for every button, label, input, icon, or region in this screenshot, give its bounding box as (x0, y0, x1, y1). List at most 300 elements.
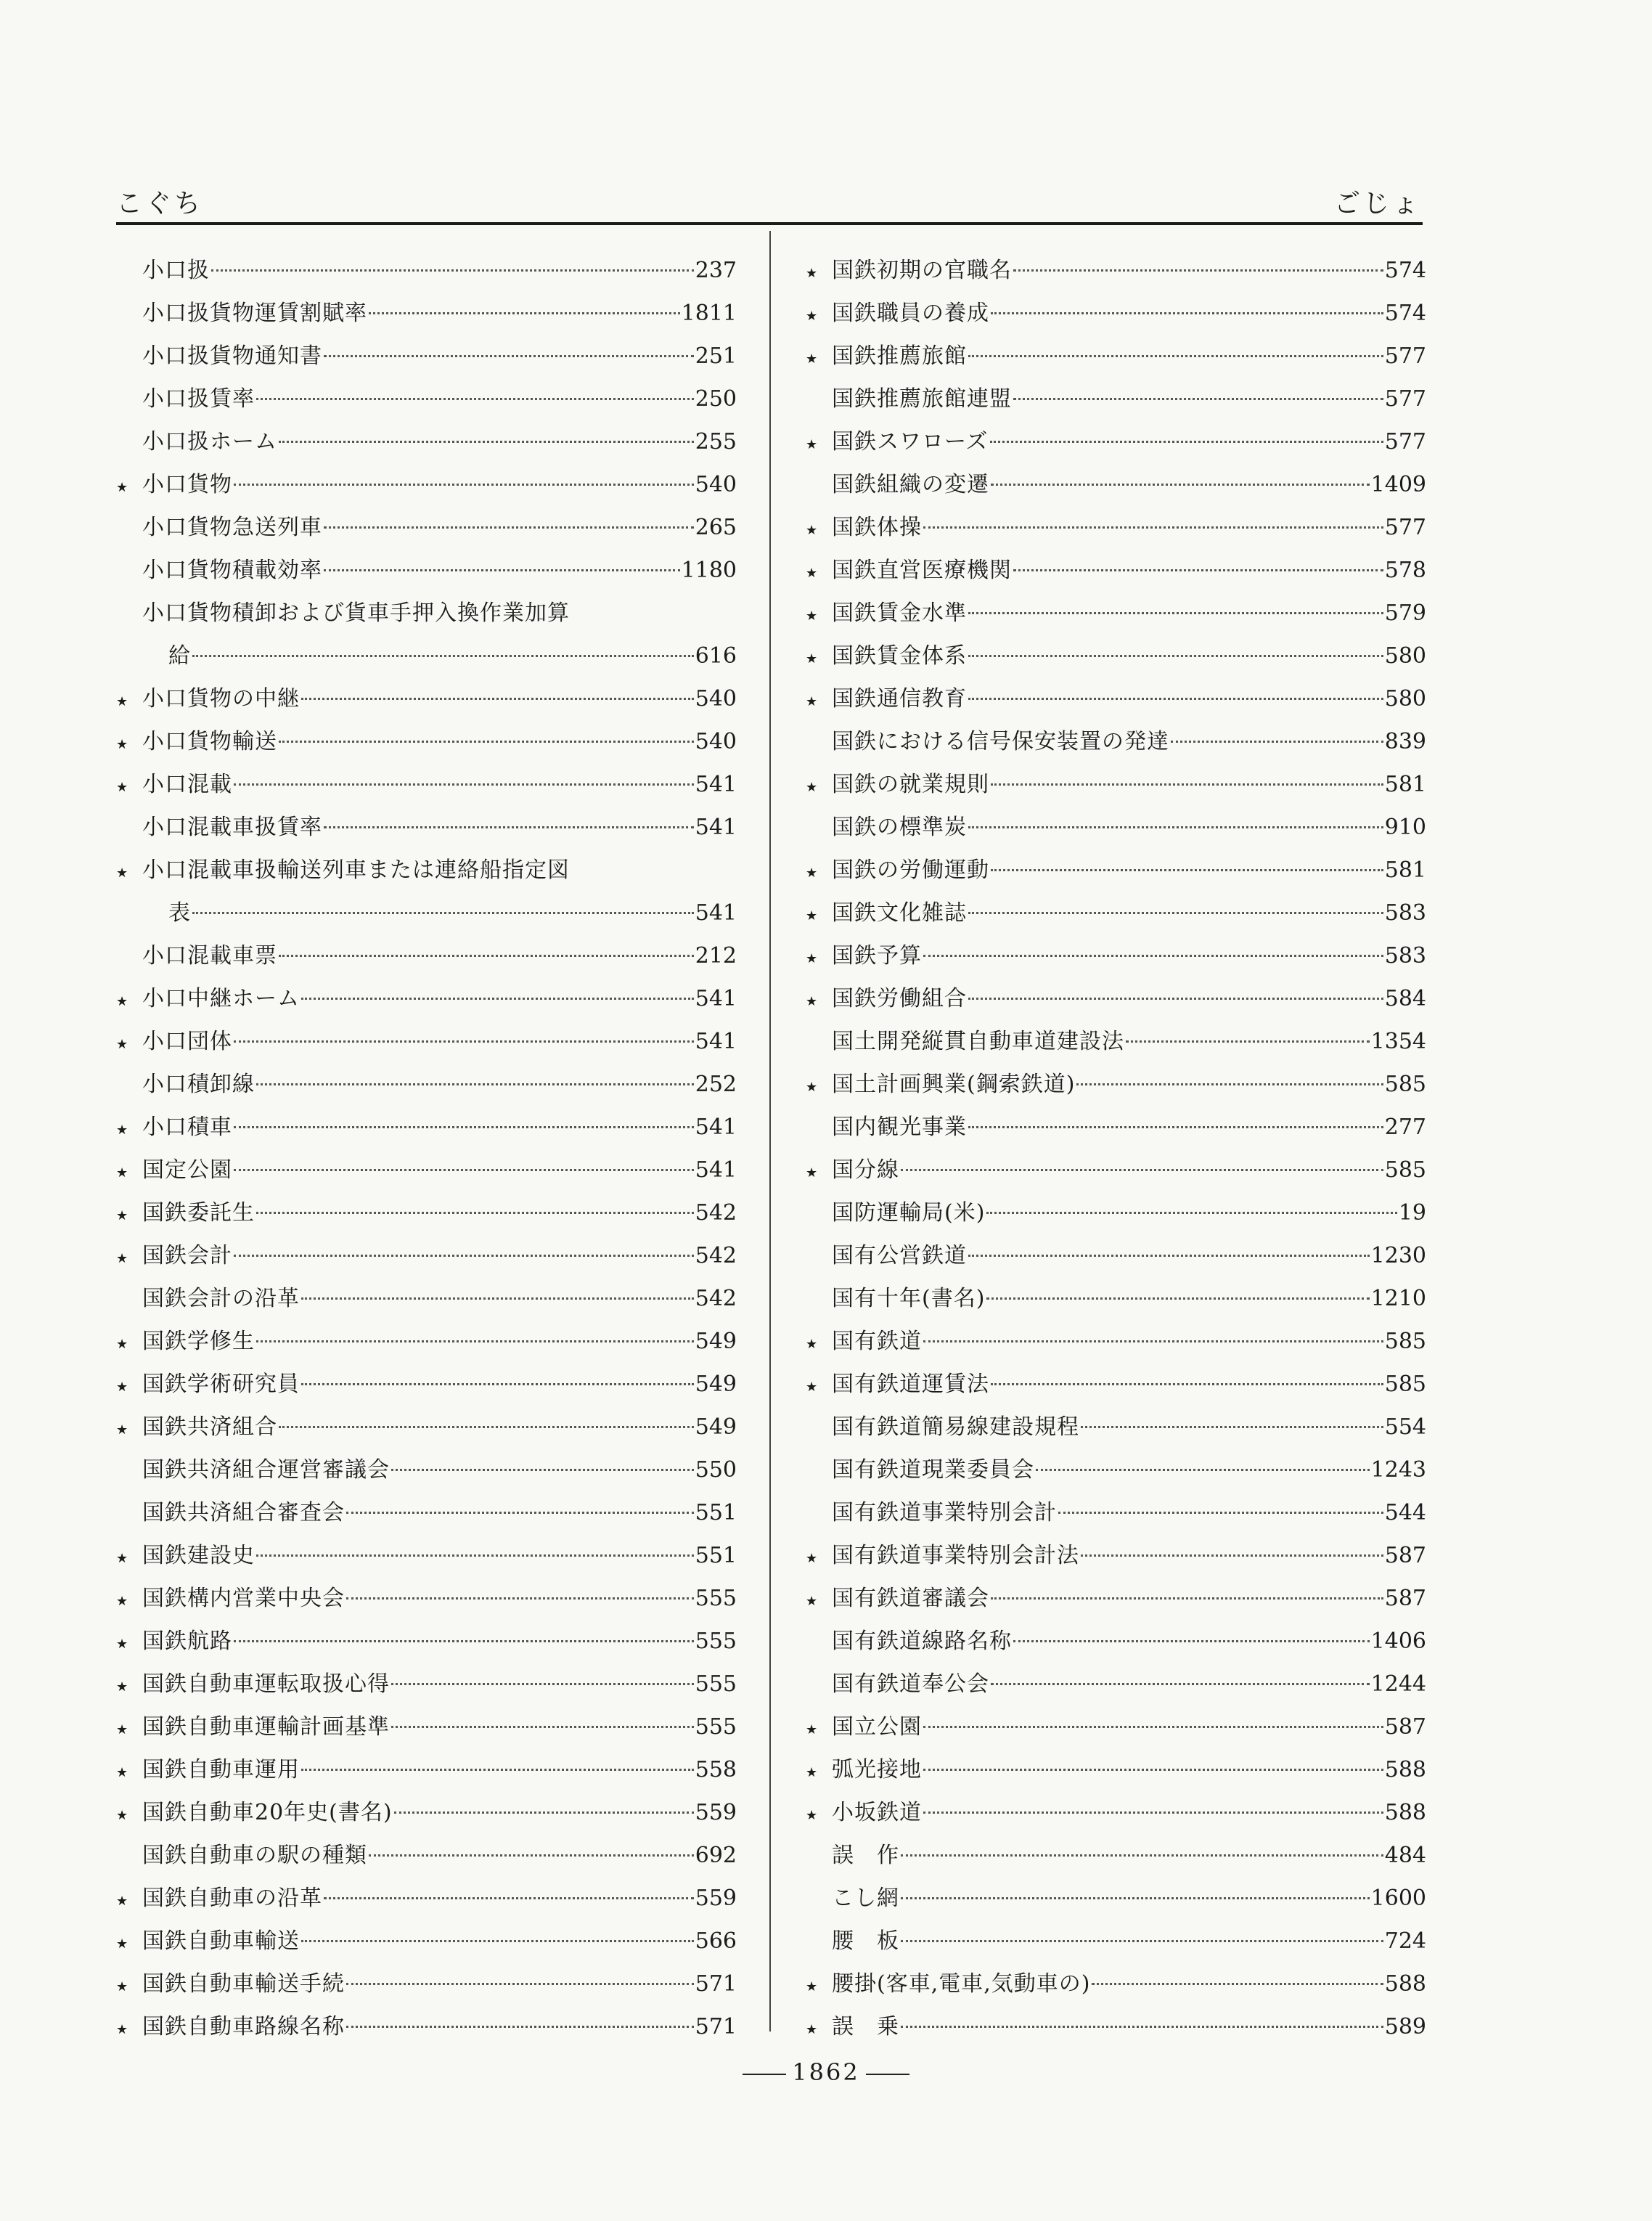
index-term: 国鉄の就業規則 (832, 772, 989, 797)
star-marker: ★ (116, 1722, 128, 1737)
page-reference: 577 (1384, 429, 1426, 455)
index-entry (806, 1020, 1426, 1063)
page-reference: 265 (695, 515, 737, 540)
page-reference: 544 (1384, 1500, 1426, 1525)
dot-leader (301, 1769, 694, 1771)
star-marker: ★ (806, 694, 818, 709)
index-term: 小口扱賃率 (142, 386, 255, 412)
star-marker: ★ (806, 951, 818, 966)
index-term: 国有鉄道審議会 (832, 1586, 989, 1611)
page-reference: 584 (1384, 986, 1426, 1011)
index-entry (806, 292, 1426, 335)
page-reference: 559 (695, 1800, 737, 1825)
dot-leader (968, 698, 1383, 700)
index-term: 小口混載車票 (142, 943, 277, 969)
dot-leader (923, 955, 1383, 957)
index-term: 国土計画興業(鋼索鉄道) (832, 1072, 1076, 1097)
dot-leader (991, 1597, 1383, 1599)
star-marker: ★ (806, 523, 818, 538)
dot-leader (234, 1255, 694, 1257)
dot-leader (923, 1340, 1383, 1342)
running-head-left: こぐち (116, 189, 204, 219)
page-reference: 554 (1384, 1414, 1426, 1440)
dot-leader (324, 355, 694, 357)
index-entry (806, 1363, 1426, 1406)
star-marker: ★ (806, 351, 818, 367)
index-entry (116, 1020, 737, 1063)
page-reference: 692 (695, 1843, 737, 1868)
index-term: 国鉄労働組合 (832, 986, 967, 1011)
index-term: 国有公営鉄道 (832, 1243, 967, 1268)
index-term: 国有鉄道事業特別会計 (832, 1500, 1057, 1525)
page-reference: 541 (695, 815, 737, 840)
dot-leader (986, 1212, 1397, 1214)
index-term: 小口扱 (142, 258, 210, 283)
index-term: 小口貨物輸送 (142, 729, 277, 754)
page-reference: 585 (1384, 1329, 1426, 1354)
page-reference: 551 (695, 1500, 737, 1525)
star-marker: ★ (806, 865, 818, 881)
star-marker: ★ (116, 1594, 128, 1609)
index-entry (806, 1406, 1426, 1448)
page-reference: 541 (695, 1114, 737, 1140)
dot-leader (279, 955, 694, 957)
page-reference: 484 (1384, 1843, 1426, 1868)
index-term: 国鉄体操 (832, 515, 922, 540)
dot-leader (279, 741, 694, 743)
page-reference: 1600 (1370, 1886, 1426, 1911)
page-reference: 541 (695, 772, 737, 797)
index-term: 小口貨物急送列車 (142, 515, 322, 540)
index-term: 国鉄直営医療機関 (832, 558, 1012, 583)
star-marker: ★ (806, 437, 818, 452)
page-reference: 577 (1384, 386, 1426, 412)
index-term: 小口中継ホーム (142, 986, 300, 1011)
dot-leader (1058, 1512, 1383, 1514)
page-reference: 555 (695, 1586, 737, 1611)
star-marker: ★ (116, 480, 128, 495)
index-term: 国内観光事業 (832, 1114, 967, 1140)
index-entry (806, 1063, 1426, 1106)
page-reference: 559 (695, 1886, 737, 1911)
page-reference: 588 (1384, 1971, 1426, 1997)
index-term: 国鉄会計 (142, 1243, 232, 1268)
footer-dash-left (743, 2074, 786, 2075)
page-reference: 1210 (1370, 1286, 1426, 1311)
dot-leader (192, 655, 694, 657)
dot-leader (1126, 1040, 1370, 1043)
dot-leader (1036, 1469, 1370, 1471)
page-reference: 583 (1384, 900, 1426, 926)
index-entry (116, 335, 737, 378)
star-marker: ★ (806, 608, 818, 624)
star-marker: ★ (806, 908, 818, 924)
running-head-right: ごじょ (1333, 189, 1421, 219)
page-reference: 237 (695, 258, 737, 283)
index-term: 国土開発縦貫自動車道建設法 (832, 1029, 1124, 1054)
index-term: 国鉄自動車運輸計画基準 (142, 1714, 390, 1740)
page-reference: 577 (1384, 343, 1426, 369)
index-term: 国有鉄道運賃法 (832, 1372, 989, 1397)
star-marker: ★ (806, 1337, 818, 1352)
page-reference: 571 (695, 1971, 737, 1997)
page-reference: 549 (695, 1329, 737, 1354)
index-term: 小口貨物 (142, 472, 232, 497)
dot-leader (301, 1297, 694, 1300)
index-entry (116, 2005, 737, 2048)
page-reference: 540 (695, 472, 737, 497)
dot-leader (991, 1383, 1383, 1385)
dot-leader (256, 1083, 694, 1085)
star-marker: ★ (806, 1551, 818, 1566)
page-reference: 1409 (1370, 472, 1426, 497)
index-term: 国鉄会計の沿革 (142, 1286, 300, 1311)
page-reference: 251 (695, 343, 737, 369)
index-entry (116, 1149, 737, 1191)
index-entry (116, 463, 737, 506)
star-marker: ★ (806, 1722, 818, 1737)
dot-leader (1092, 1983, 1383, 1985)
index-entry (116, 849, 737, 892)
index-term: 小口混載車扱輸送列車または連絡船指定図 (142, 857, 570, 883)
star-marker: ★ (806, 309, 818, 324)
page-footer (0, 2058, 1652, 2086)
index-term: 国鉄自動車輸送 (142, 1928, 300, 1954)
index-entry (806, 420, 1426, 463)
index-entry (116, 1406, 737, 1448)
page-reference: 549 (695, 1372, 737, 1397)
index-entry (116, 892, 737, 934)
dot-leader (968, 912, 1383, 914)
page-reference: 574 (1384, 301, 1426, 326)
page-reference: 616 (695, 643, 737, 669)
index-entry (116, 592, 737, 635)
index-entry (806, 1748, 1426, 1791)
footer-dash-right (866, 2074, 909, 2075)
page-reference: 578 (1384, 558, 1426, 583)
index-entry (806, 249, 1426, 292)
index-entry (806, 1620, 1426, 1663)
dot-leader (301, 698, 694, 700)
page-reference: 574 (1384, 258, 1426, 283)
index-term: 小口混載車扱賃率 (142, 815, 322, 840)
index-term: 国有鉄道簡易線建設規程 (832, 1414, 1079, 1440)
star-marker: ★ (116, 865, 128, 881)
dot-leader (1081, 1554, 1383, 1557)
index-entry (116, 1234, 737, 1277)
index-term: 小口積卸線 (142, 1072, 255, 1097)
dot-leader (394, 1812, 694, 1814)
page-reference: 549 (695, 1414, 737, 1440)
star-marker: ★ (116, 737, 128, 752)
page-reference: 212 (695, 943, 737, 969)
index-term: 国鉄における信号保安装置の発達 (832, 729, 1169, 754)
index-term: 国鉄初期の官職名 (832, 258, 1012, 283)
index-entry (806, 549, 1426, 592)
dot-leader (923, 526, 1383, 529)
index-entry (116, 635, 737, 677)
index-entry (116, 249, 737, 292)
page-reference: 541 (695, 986, 737, 1011)
star-marker: ★ (806, 1380, 818, 1395)
index-term: 小口貨物の中継 (142, 686, 300, 712)
dot-leader (901, 1854, 1383, 1857)
star-marker: ★ (116, 1808, 128, 1823)
index-term: 国鉄自動車の駅の種類 (142, 1843, 367, 1868)
dot-leader (391, 1726, 694, 1728)
index-term: 国鉄自動車の沿革 (142, 1886, 322, 1911)
page-reference: 577 (1384, 515, 1426, 540)
index-entry (806, 1448, 1426, 1491)
index-term: 国立公園 (832, 1714, 922, 1740)
dot-leader (256, 1212, 694, 1214)
dot-leader (369, 1854, 694, 1857)
page-reference: 581 (1384, 772, 1426, 797)
index-term: こし網 (832, 1886, 899, 1911)
dot-leader (991, 484, 1370, 486)
star-marker: ★ (116, 1122, 128, 1138)
index-term: 国鉄スワローズ (832, 429, 989, 455)
dot-leader (234, 1126, 694, 1128)
star-marker: ★ (116, 780, 128, 795)
index-entry (806, 2005, 1426, 2048)
page-reference: 540 (695, 686, 737, 712)
page-reference: 839 (1384, 729, 1426, 754)
index-term: 国分線 (832, 1157, 899, 1183)
dot-leader (1076, 1083, 1383, 1085)
index-term: 小口積車 (142, 1114, 232, 1140)
index-entry (806, 506, 1426, 549)
page-reference: 1406 (1370, 1629, 1426, 1654)
index-entry (116, 1320, 737, 1363)
dot-leader (923, 1812, 1383, 1814)
index-entry (806, 1149, 1426, 1191)
star-marker: ★ (116, 1165, 128, 1181)
index-term: 小口団体 (142, 1029, 232, 1054)
dot-leader (256, 1340, 694, 1342)
star-marker: ★ (116, 1380, 128, 1395)
star-marker: ★ (116, 1337, 128, 1352)
index-entry (806, 720, 1426, 763)
star-marker: ★ (116, 1422, 128, 1438)
index-entry (806, 1577, 1426, 1620)
dot-leader (991, 783, 1383, 786)
dot-leader (256, 398, 694, 400)
index-entry (806, 1320, 1426, 1363)
dot-leader (301, 1383, 694, 1385)
index-term: 国鉄自動車運用 (142, 1757, 300, 1782)
star-marker: ★ (806, 1165, 818, 1181)
index-term: 国鉄賃金体系 (832, 643, 967, 669)
header-rule (116, 222, 1423, 225)
index-term: 国鉄通信教育 (832, 686, 967, 712)
star-marker: ★ (806, 994, 818, 1009)
index-entry (806, 892, 1426, 934)
index-entry (806, 1920, 1426, 1963)
index-entry (116, 1191, 737, 1234)
index-term: 国鉄自動車路線名称 (142, 2014, 345, 2039)
dot-leader (192, 912, 694, 914)
index-entry (116, 1920, 737, 1963)
page-reference: 589 (1384, 2014, 1426, 2039)
page-reference: 542 (695, 1243, 737, 1268)
index-entry (116, 806, 737, 849)
dot-leader (324, 1897, 694, 1899)
page-reference: 555 (695, 1671, 737, 1697)
star-marker: ★ (806, 780, 818, 795)
star-marker: ★ (116, 1551, 128, 1566)
page-reference: 581 (1384, 857, 1426, 883)
index-term: 小口扱貨物運賃割賦率 (142, 301, 367, 326)
page-reference: 579 (1384, 600, 1426, 626)
index-term: 国鉄構内営業中央会 (142, 1586, 345, 1611)
index-entry (116, 1277, 737, 1320)
page-reference: 541 (695, 900, 737, 926)
dot-leader (324, 569, 680, 571)
dot-leader (968, 655, 1383, 657)
index-term: 小口貨物積卸および貨車手押入換作業加算 (142, 600, 570, 626)
page-reference: 566 (695, 1928, 737, 1954)
page-reference: 542 (695, 1200, 737, 1226)
index-entry (806, 1106, 1426, 1149)
page-reference: 19 (1398, 1200, 1426, 1226)
dot-leader (301, 998, 694, 1000)
dot-leader (346, 1512, 694, 1514)
index-entry (806, 849, 1426, 892)
dot-leader (968, 612, 1383, 614)
dot-leader (279, 1426, 694, 1428)
dot-leader (1013, 269, 1383, 272)
dot-leader (346, 2026, 694, 2028)
star-marker: ★ (116, 2022, 128, 2037)
dot-leader (234, 1040, 694, 1043)
index-entry (806, 806, 1426, 849)
dot-leader (234, 1169, 694, 1171)
index-entry (116, 1706, 737, 1748)
index-entry (116, 1791, 737, 1834)
page-reference: 587 (1384, 1586, 1426, 1611)
star-marker: ★ (116, 994, 128, 1009)
index-entry (806, 1534, 1426, 1577)
index-term: 国鉄学術研究員 (142, 1372, 300, 1397)
index-term: 国有鉄道線路名称 (832, 1629, 1012, 1654)
dot-leader (923, 1769, 1383, 1771)
dot-leader (391, 1683, 694, 1685)
index-term: 小口扱貨物通知書 (142, 343, 322, 369)
index-term: 国鉄文化雑誌 (832, 900, 967, 926)
index-entry (806, 378, 1426, 420)
index-term: 国鉄の労働運動 (832, 857, 989, 883)
dot-leader (901, 2026, 1383, 2028)
index-term: 小口混載 (142, 772, 232, 797)
index-column-left (116, 249, 737, 2048)
star-marker: ★ (116, 1251, 128, 1266)
dot-leader (1081, 1426, 1383, 1428)
page-reference: 555 (695, 1714, 737, 1740)
dot-leader (968, 998, 1383, 1000)
dot-leader (346, 1983, 694, 1985)
dot-leader (968, 355, 1383, 357)
page-reference: 580 (1384, 686, 1426, 712)
index-entry (116, 1448, 737, 1491)
dot-leader (923, 1726, 1383, 1728)
dot-leader (234, 1640, 694, 1642)
star-marker: ★ (806, 1979, 818, 1994)
index-term: 国鉄委託生 (142, 1200, 255, 1226)
page-reference: 571 (695, 2014, 737, 2039)
index-term: 国鉄自動車輸送手続 (142, 1971, 345, 1997)
index-term: 国有鉄道 (832, 1329, 922, 1354)
index-term: 国有十年(書名) (832, 1286, 986, 1311)
dot-leader (391, 1469, 694, 1471)
index-entry (116, 1577, 737, 1620)
dot-leader (211, 269, 694, 272)
index-term: 国鉄自動車運転取扱心得 (142, 1671, 390, 1697)
index-entry (116, 1620, 737, 1663)
index-term: 誤 作 (832, 1843, 899, 1868)
page-reference: 555 (695, 1629, 737, 1654)
index-entry (806, 592, 1426, 635)
index-entry (806, 1791, 1426, 1834)
index-term: 国鉄自動車20年史(書名) (142, 1800, 393, 1825)
index-term: 表 (168, 900, 191, 926)
index-entry (806, 1706, 1426, 1748)
star-marker: ★ (116, 1637, 128, 1652)
page-reference: 541 (695, 1029, 737, 1054)
page-reference: 551 (695, 1543, 737, 1568)
page-reference: 580 (1384, 643, 1426, 669)
page-reference: 1230 (1370, 1243, 1426, 1268)
index-entry (806, 1663, 1426, 1706)
dot-leader (1013, 1640, 1370, 1642)
index-term: 国鉄組織の変遷 (832, 472, 989, 497)
index-term: 国有鉄道現業委員会 (832, 1457, 1034, 1483)
dot-leader (301, 1940, 694, 1942)
index-entry (116, 1063, 737, 1106)
index-entry (806, 1234, 1426, 1277)
column-divider (769, 231, 771, 2031)
page-reference: 1811 (681, 301, 737, 326)
index-entry (806, 1963, 1426, 2005)
index-term: 国鉄職員の養成 (832, 301, 989, 326)
index-term: 誤 乗 (832, 2014, 899, 2039)
index-term: 国鉄賃金水準 (832, 600, 967, 626)
star-marker: ★ (806, 1594, 818, 1609)
page-reference: 542 (695, 1286, 737, 1311)
star-marker: ★ (116, 1037, 128, 1052)
dot-leader (990, 441, 1383, 443)
index-entry (806, 977, 1426, 1020)
page-reference: 583 (1384, 943, 1426, 969)
dot-leader (1013, 569, 1383, 571)
page-reference: 1180 (681, 558, 737, 583)
index-term: 国鉄の標準炭 (832, 815, 967, 840)
dot-leader (234, 484, 694, 486)
index-term: 国鉄推薦旅館連盟 (832, 386, 1012, 412)
index-term: 国鉄共済組合 (142, 1414, 277, 1440)
dot-leader (991, 312, 1383, 314)
dot-leader (901, 1940, 1383, 1942)
index-term: 小口扱ホーム (142, 429, 277, 455)
page-reference: 910 (1384, 815, 1426, 840)
index-entry (806, 1834, 1426, 1877)
page-reference: 550 (695, 1457, 737, 1483)
page-reference: 587 (1384, 1543, 1426, 1568)
index-term: 弧光接地 (832, 1757, 922, 1782)
index-entry (116, 1963, 737, 2005)
index-entry (806, 1191, 1426, 1234)
index-term: 国鉄航路 (142, 1629, 232, 1654)
